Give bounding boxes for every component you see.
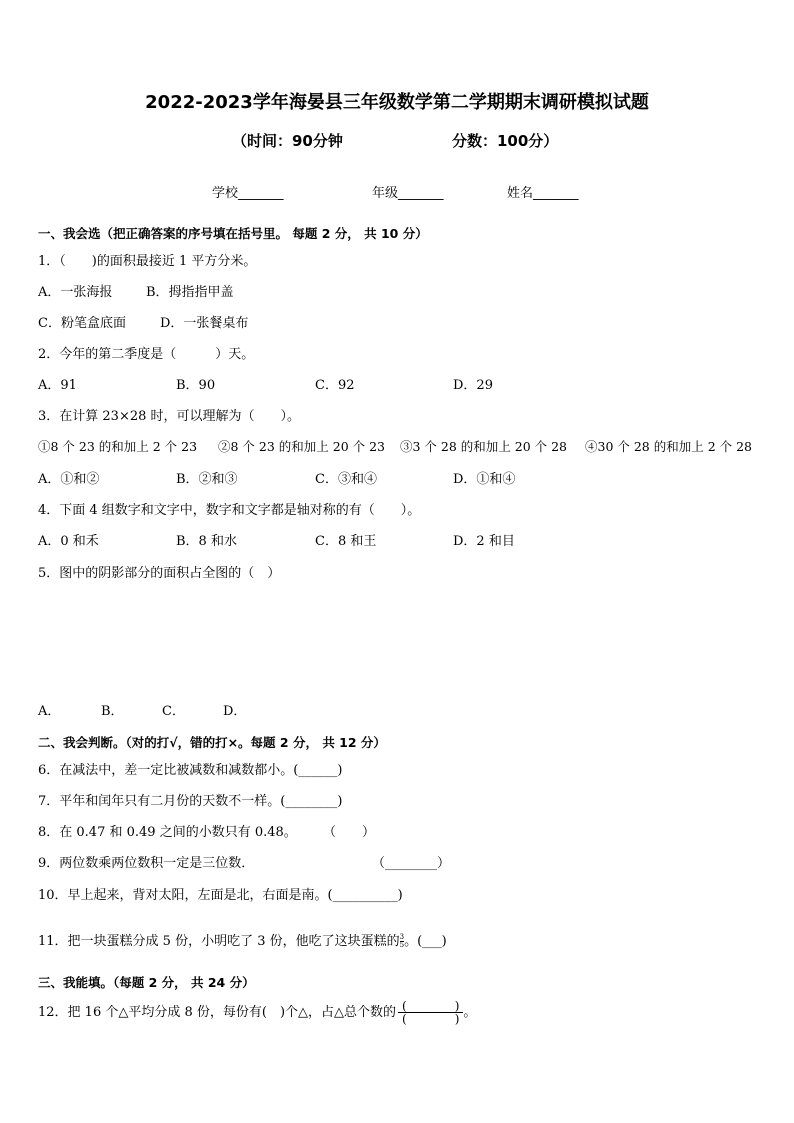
question-3-option-a: A．①和②	[38, 472, 100, 487]
exam-time: （时间：90分钟	[232, 132, 343, 150]
question-6: 6．在减法中，差一定比被减数和减数都小。(______)	[38, 763, 343, 778]
section-3-heading: 三、我能填。（每题 2 分， 共 24 分）	[38, 975, 255, 990]
fraction-denominator-blank[interactable]: ( )	[402, 1012, 460, 1026]
question-3-item-2: ②8 个 23 的和加上 20 个 23	[218, 439, 386, 454]
question-5-option-b: B．	[101, 704, 124, 719]
fraction-answer-blank[interactable]	[398, 1000, 463, 1025]
question-5-stem: 5．图中的阴影部分的面积占全图的（ ）	[38, 566, 281, 581]
question-3-stem: 3．在计算 23×28 时，可以理解为（ ）。	[38, 409, 301, 424]
fraction-numerator-blank[interactable]: ( )	[398, 1000, 463, 1013]
question-4-option-a: A．0 和禾	[38, 534, 99, 549]
question-1-option-c: C．粉笔盒底面	[38, 316, 126, 331]
name-field[interactable]: 姓名_______	[507, 186, 579, 201]
question-9: 9．两位数乘两位数积一定是三位数．	[38, 856, 255, 871]
fraction-denominator: 5	[399, 941, 405, 949]
question-4-option-b: B．8 和水	[176, 534, 237, 549]
question-2-stem: 2．今年的第二季度是（ ）天。	[38, 347, 255, 362]
grade-field[interactable]: 年级_______	[372, 186, 444, 201]
question-8-answer-paren[interactable]: （ ）	[323, 825, 376, 840]
question-1-option-b: B．拇指指甲盖	[146, 285, 234, 300]
question-2-option-d: D．29	[453, 378, 493, 393]
question-3-item-4: ④30 个 28 的和加上 2 个 28	[585, 439, 753, 454]
section-2-heading: 二、我会判断。（对的打√，错的打×。每题 2 分， 共 12 分）	[38, 735, 386, 750]
question-12-text: 12．把 16 个△平均分成 8 份，每份有( )个△，占△总个数的	[38, 1005, 397, 1020]
section-1-heading: 一、我会选（把正确答案的序号填在括号里。 每题 2 分， 共 10 分）	[38, 226, 428, 241]
question-4-stem: 4．下面 4 组数字和文字中，数字和文字都是轴对称的有（ ）。	[38, 503, 421, 518]
exam-score: 分数：100分）	[452, 132, 559, 150]
question-2-option-a: A．91	[38, 378, 77, 393]
question-4-option-d: D．2 和目	[453, 534, 515, 549]
question-3-option-d: D．①和④	[453, 472, 516, 487]
question-7: 7．平年和闰年只有二月份的天数不一样。(________)	[38, 794, 343, 809]
question-12	[38, 1000, 476, 1025]
question-11	[38, 930, 447, 949]
fraction-numerator: 3	[399, 933, 405, 941]
question-9-answer-paren[interactable]: （________）	[372, 856, 451, 871]
page-title: 2022-2023学年海晏县三年级数学第二学期期末调研模拟试题	[145, 92, 649, 113]
question-8: 8．在 0.47 和 0.49 之间的小数只有 0.48。	[38, 825, 297, 840]
question-1-option-d: D．一张餐桌布	[160, 316, 249, 331]
question-5-option-a: A．	[38, 704, 61, 719]
question-10: 10．早上起来，背对太阳，左面是北，右面是南。(__________)	[38, 888, 403, 903]
school-field[interactable]: 学校_______	[212, 186, 284, 201]
question-11-answer[interactable]: 。(___)	[404, 934, 447, 949]
question-3-item-3: ③3 个 28 的和加上 20 个 28	[400, 439, 568, 454]
question-4-option-c: C．8 和王	[315, 534, 377, 549]
question-1-option-a: A．一张海报	[38, 285, 113, 300]
question-5-option-c: C．	[162, 704, 185, 719]
question-3-item-1: ①8 个 23 的和加上 2 个 23	[38, 439, 198, 454]
question-11-text: 11．把一块蛋糕分成 5 份，小明吃了 3 份，他吃了这块蛋糕的	[38, 934, 400, 949]
question-2-option-b: B．90	[176, 378, 216, 393]
question-1-stem: 1．（ )的面积最接近 1 平方分米。	[38, 254, 257, 269]
question-2-option-c: C．92	[315, 378, 355, 393]
question-3-option-b: B．②和③	[176, 472, 238, 487]
question-12-period: 。	[463, 1005, 477, 1020]
question-3-option-c: C．③和④	[315, 472, 377, 487]
question-5-option-d: D．	[223, 704, 247, 719]
